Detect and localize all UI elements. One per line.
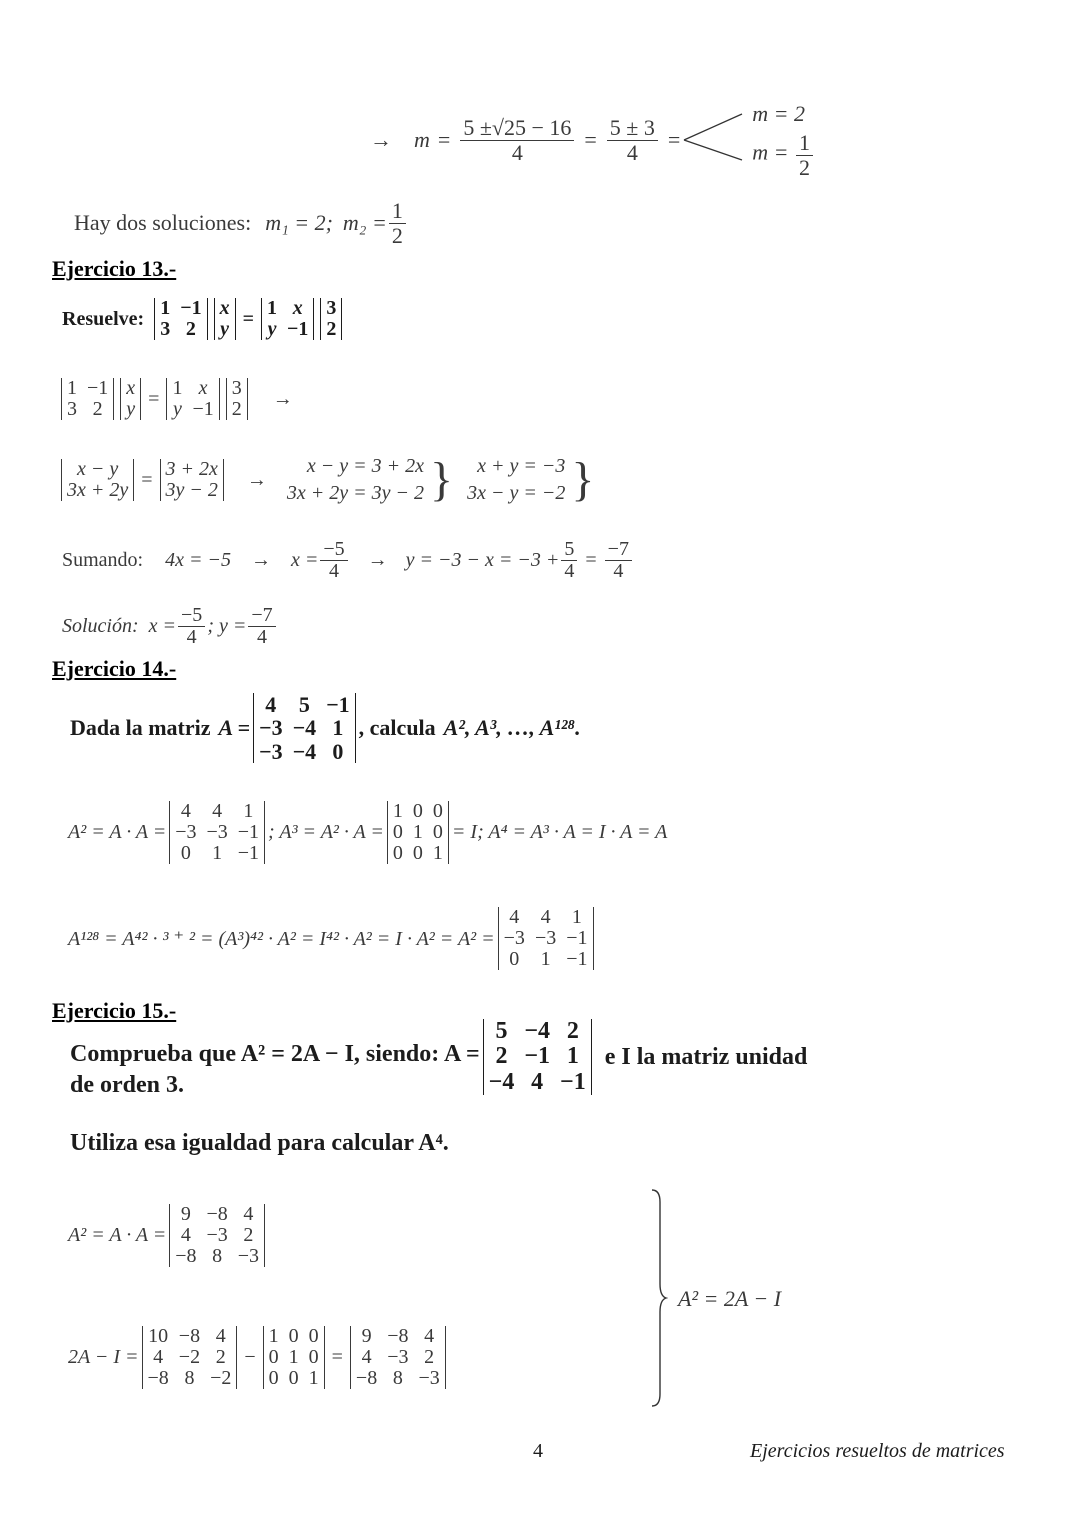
equals: = [331,1345,343,1368]
matrix-cell: 3y − 2 [165,479,218,501]
matrix-cell: −1 [287,318,309,340]
prompt-label: Resuelve: [62,307,145,330]
matrix-cell: 1 [160,297,171,319]
system-2-eq-b: 3x − y = −2 [467,482,566,504]
matrix-cell: 4 [509,905,520,928]
matrix-result [350,1326,446,1389]
matrix-2a [142,1326,238,1389]
matrix-cell: −4 [292,715,317,741]
matrix-cell: 2 [566,1018,579,1045]
matrix-row [155,319,207,340]
x-eq: x = [291,548,319,571]
matrix-row [155,298,207,319]
matrix-cell: 4 [212,799,223,822]
a2-label: A² = A · A = [68,1223,167,1246]
matrix-cell: 1 [566,1043,579,1070]
arrow: → [272,387,293,410]
matrix-cell: 4 [243,1202,254,1225]
exercise-14-powers [68,792,667,872]
y-den-2: 4 [613,559,624,582]
a-label: A = [218,715,251,740]
branch-2-den: 2 [799,154,811,180]
matrix-cell: 2 [243,1223,254,1246]
matrix-cell: 0 [412,799,423,822]
matrix-row [62,480,134,501]
matrix-cell: −8 [147,1366,169,1389]
matrix-row [321,298,342,319]
matrix-cell: 4 [180,1223,191,1246]
matrix-cell: 0 [180,841,191,864]
matrix-row [62,378,114,399]
vector-c [226,378,248,420]
matrix-row [121,399,141,420]
fraction-2 [607,116,658,163]
matrix-cell: 0 [308,1345,319,1368]
arrow: → [246,468,267,491]
quadratic-solution-line [370,100,815,180]
matrix-cell: y [220,318,230,340]
matrix-cell: 0 [308,1324,319,1347]
matrix-row [498,949,593,970]
matrix-cell: 1 [392,799,403,822]
branch-1: m = 2 [752,101,806,127]
matrix-cell: −4 [524,1018,551,1045]
matrix-cell: 0 [288,1366,299,1389]
matrix-cell: −1 [180,297,202,319]
y-num-1: 5 [561,539,577,561]
minus: − [244,1345,256,1368]
matrix-row [263,1368,324,1389]
branch-2-num: 1 [796,131,813,155]
matrix-cell: −1 [326,692,350,718]
solution-x: x = [148,614,177,637]
matrix-row [254,693,356,716]
solution-y-den: 4 [257,625,267,648]
matrix-a [154,298,207,340]
matrix-cell: −8 [387,1324,409,1347]
matrix-cell: 1 [412,820,423,843]
matrix-row [160,459,223,480]
twoa-label: 2A − I = [68,1345,139,1368]
a3-tail: = I; A⁴ = A³ · A = I · A = A [451,820,668,843]
matrix-row [498,907,593,928]
prompt-b: e I la matriz unidad [604,1043,808,1070]
page-number: 4 [533,1440,543,1462]
a128-label: A¹²⁸ = A⁴² · ³ ⁺ ² = (A³)⁴² · A² = I⁴² · A² = I · A² = A² = [68,927,495,950]
matrix-row [387,843,448,864]
matrix-cell: x [219,297,230,319]
matrix-cell: −3 [206,1223,228,1246]
matrix-cell: −3 [418,1366,440,1389]
matrix-cell: 3 [160,318,171,340]
footer-title: Ejercicios resueltos de matrices [750,1440,1005,1462]
matrix-cell: 4 [153,1345,164,1368]
prompt-a: Dada la matriz [70,715,211,740]
matrix-cell: y [173,398,182,420]
matrix-cell: 2 [231,398,242,420]
matrix-a [61,378,114,420]
matrix-cell: 2 [326,318,337,340]
matrix-row [262,319,314,340]
branch-2 [752,131,815,178]
equals: = [584,127,597,152]
matrix-cell: −1 [566,926,588,949]
solutions-text: Hay dos soluciones: [74,210,252,235]
matrix-row [121,378,141,399]
exercise-15-2a-minus-i [68,1312,449,1402]
matrix-row [160,480,223,501]
matrix-a [483,1019,592,1095]
matrix-cell: 3x + 2y [67,479,129,501]
matrix-cell: −3 [387,1345,409,1368]
vector-c [320,298,342,340]
matrix-cell: 4 [215,1324,226,1347]
matrix-cell: 1 [243,799,254,822]
vector-x [120,378,141,420]
matrix-row [498,928,593,949]
matrix-cell: −3 [206,820,228,843]
system-1-eq-b: 3x + 2y = 3y − 2 [286,482,425,504]
matrix-cell: −1 [560,1068,586,1095]
matrix-row [483,1044,591,1069]
matrix-cell: 1 [540,947,551,970]
x-num: −5 [320,539,347,561]
matrix-cell: 2 [92,398,103,420]
matrix-cell: x [198,377,208,399]
y-den-1: 4 [564,559,575,582]
matrix-cell: 3 [67,398,77,420]
matrix-row [262,298,314,319]
exercise-14-prompt [70,688,581,768]
solution-y: ; y = [207,614,247,637]
m2-den: 2 [391,222,403,248]
brace: } [430,453,454,506]
matrix-row [62,399,114,420]
matrix-cell: 4 [361,1345,372,1368]
equals: = [437,127,451,152]
matrix-cell: −3 [259,738,283,764]
matrix-row [170,1246,265,1267]
matrix-a2 [498,907,594,970]
matrix-cell: 0 [432,799,443,822]
matrix-row [167,378,219,399]
equals: = [667,127,681,152]
matrix-cell: y [126,398,136,420]
system-2-eq-a: x + y = −3 [477,455,566,477]
matrix-row [142,1368,237,1389]
branch-lines [682,108,744,172]
matrix-row [387,801,448,822]
matrix-cell: −3 [534,926,557,949]
matrix-cell: x − y [77,458,119,480]
matrix-b [261,298,314,340]
vector-x [214,298,236,340]
matrix-cell: y [267,318,277,340]
solution-x-den: 4 [186,625,197,648]
matrix-cell: 2 [185,318,196,340]
matrix-row [350,1326,445,1347]
arrow: → [367,548,388,571]
matrix-row [226,378,247,399]
fraction-1-num: 5 ±√25 − 16 [460,116,574,140]
matrix-cell: 2 [215,1345,226,1368]
exercise-13-sum: Sumando: 4x = −5 → x = $\frac{-5}{4}$ → y = −3 − x = −3 + $\frac{5}{4}$ = $\frac{-7}{4}$ [62,532,634,588]
matrix-cell: 8 [212,1244,223,1267]
matrix-row [142,1347,237,1368]
branches [752,101,815,178]
matrix-row [483,1070,591,1095]
a3-label: ; A³ = A² · A = [268,820,384,843]
system-2 [467,453,565,507]
fraction-1-den: 4 [511,139,523,165]
matrix-row [226,399,247,420]
exercise-13-step2: x − y 3x + 2y = 3 + 2x 3y − 2 → x − y = 3 + 2x 3x + 2y = 3y − 2 } x + y = −3 3x − y = −2 } [58,452,594,508]
matrix-cell: 0 [412,841,423,864]
matrix-cell: 1 [212,841,223,864]
matrix-cell: −8 [178,1324,201,1347]
exercise-15-title: Ejercicio 15.- [52,998,177,1023]
prompt-a: Comprueba que A² = 2A − I, siendo: A = [70,1041,480,1067]
exercise-13-step1: 1 −1 3 2 x y = 1 x y −1 3 2 → [58,372,293,426]
matrix-cell: 4 [265,692,277,718]
matrix-row [214,298,235,319]
matrix-row [483,1019,591,1044]
exercise-13-solution [62,598,278,654]
solution-label: Solución: [62,614,139,637]
matrix-cell: 0 [392,841,403,864]
solution-x-num: −5 [178,605,205,627]
matrix-row [254,716,356,739]
matrix-cell: −8 [175,1244,197,1267]
matrix-cell: 3 [231,377,242,399]
matrix-cell: 5 [298,692,310,718]
matrix-cell: −3 [175,820,197,843]
matrix-cell: 4 [424,1324,435,1347]
system-1-eq-a: x − y = 3 + 2x [306,455,425,477]
matrix-cell: −8 [355,1366,378,1389]
matrix-cell: −1 [192,398,214,420]
m2-num: 1 [389,199,406,223]
brace: } [571,453,595,506]
matrix-cell: −2 [210,1366,232,1389]
exercise-14-a128 [68,898,597,978]
y-num-2: −7 [605,539,632,561]
matrix-cell: −8 [206,1202,228,1225]
matrix-cell: −3 [237,1244,260,1267]
matrix-cell: 1 [268,1324,279,1347]
conclusion: A² = 2A − I [678,1286,782,1311]
matrix-a [253,693,356,762]
matrix-row [170,843,265,864]
x-den: 4 [329,559,340,582]
matrix-row [387,822,448,843]
matrix-cell: 0 [288,1324,299,1347]
matrix-cell: −2 [178,1345,201,1368]
matrix-row [170,1225,265,1246]
matrix-cell: 1 [432,841,443,864]
matrix-cell: 9 [180,1202,191,1225]
lhs-vector [61,459,134,501]
matrix-identity [263,1326,325,1389]
matrix-row [170,822,265,843]
arrow: → [370,127,392,152]
matrix-cell: 8 [184,1366,195,1389]
matrix-cell: −4 [488,1068,515,1095]
matrix-cell: −4 [292,738,317,764]
matrix-cell: 8 [392,1366,403,1389]
exercise-14-title: Ejercicio 14.- [52,656,177,681]
matrix-cell: x [292,297,303,319]
matrix-row [321,319,342,340]
matrix-cell: 1 [172,377,183,399]
matrix-cell: 4 [540,905,551,928]
matrix-row [142,1326,237,1347]
matrix-cell: −1 [237,841,260,864]
exercise-13-title: Ejercicio 13.- [52,256,177,281]
matrix-identity [387,801,449,864]
matrix-row [167,399,219,420]
matrix-cell: 2 [424,1345,435,1368]
matrix-cell: 2 [495,1043,508,1070]
matrix-cell: 0 [268,1345,279,1368]
exercise-15-prompt-d: Utiliza esa igualdad para calcular A⁴. [70,1130,449,1156]
matrix-a2 [169,801,265,864]
matrix-cell: −3 [503,926,525,949]
matrix-cell: 0 [332,738,344,764]
prompt-b: , calcula [358,715,436,740]
system-1 [287,453,424,507]
matrix-cell: −1 [237,820,260,843]
big-brace [648,1188,668,1408]
matrix-cell: −1 [524,1043,551,1070]
arrow: → [251,548,271,571]
matrix-cell: 9 [361,1324,372,1347]
sum-label: Sumando: [62,548,144,571]
rhs-vector [160,459,224,501]
exercise-15-a2 [68,1190,268,1280]
sum-eq: 4x = −5 [165,548,231,571]
matrix-row [263,1347,324,1368]
a2-label: A² = A · A = [68,820,167,843]
matrix-cell: 3 + 2x [165,458,218,480]
matrix-cell: 3 [326,297,337,319]
fraction-1 [460,116,574,163]
prompt-c: de orden 3. [70,1072,184,1098]
matrix-row [263,1326,324,1347]
m-var: m [414,127,430,152]
matrix-cell: 1 [332,715,344,741]
matrix-cell: 0 [392,820,403,843]
m2: m₂ = [342,210,387,235]
fraction-2-den: 4 [626,139,638,165]
branch-2-left: m = [752,140,789,166]
matrix-row [170,801,265,822]
matrix-row [350,1347,445,1368]
matrix-row [350,1368,445,1389]
matrix-cell: 1 [308,1366,319,1389]
matrix-cell: 1 [267,297,278,319]
matrix-row [170,1204,265,1225]
y-eq: y = −3 − x = −3 + [405,548,560,571]
exercise-15-prompt [70,1018,1040,1112]
m1: m₁ = 2; [265,210,333,235]
matrix-cell: 1 [288,1345,299,1368]
matrix-row [214,319,235,340]
matrix-cell: 1 [67,377,77,399]
exercise-13-prompt: Resuelve: 1 −1 3 2 x y = 1 x y −1 3 2 [62,292,345,346]
matrix-cell: 4 [531,1068,544,1095]
matrix-cell: −1 [566,947,588,970]
matrix-cell: 5 [495,1018,508,1045]
matrix-cell: 4 [180,799,191,822]
matrix-cell: −1 [87,377,109,399]
matrix-row [62,459,134,480]
solution-y-num: −7 [248,605,275,627]
matrix-cell: −3 [259,715,283,741]
matrix-cell: x [126,377,136,399]
matrix-b [166,378,219,420]
matrix-cell: 0 [509,947,520,970]
matrix-cell: 1 [571,905,582,928]
fraction-2-num: 5 ± 3 [607,116,658,140]
solutions-line [74,196,408,250]
prompt-c: A², A³, …, A¹²⁸. [443,715,581,740]
matrix-cell: 0 [268,1366,279,1389]
matrix-a2 [169,1204,265,1267]
matrix-row [254,740,356,763]
matrix-cell: 0 [432,820,443,843]
matrix-cell: 10 [148,1324,169,1347]
